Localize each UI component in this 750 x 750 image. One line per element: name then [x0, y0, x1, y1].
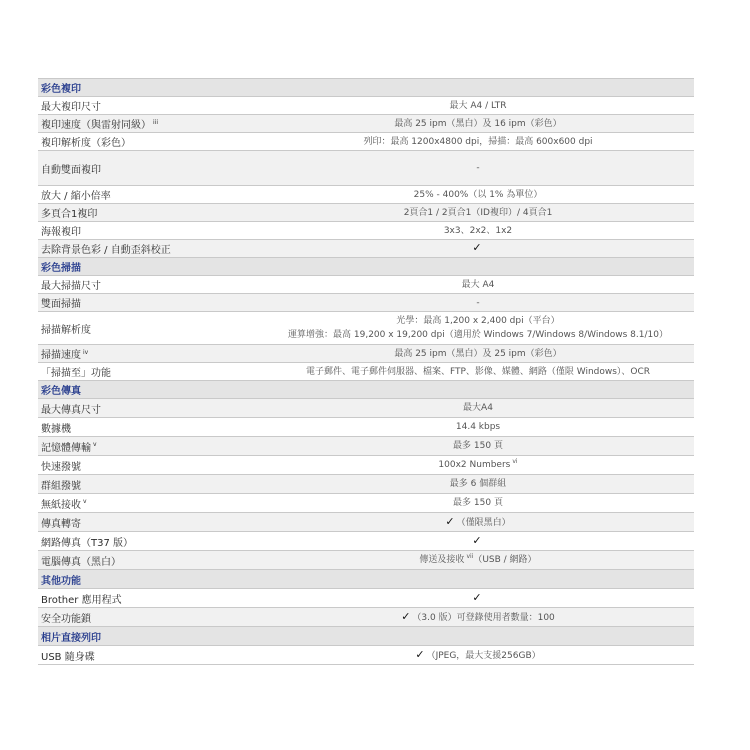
checkmark-icon: ✓	[445, 514, 455, 528]
spec-value-text: 最多 6 個群組	[449, 479, 507, 489]
spec-value	[266, 401, 694, 415]
spec-value	[266, 591, 694, 606]
checkmark-icon: ✓	[401, 609, 411, 623]
spec-row	[38, 276, 694, 294]
spec-label: 放大 / 縮小倍率	[41, 191, 111, 202]
spec-label: 數據機	[41, 423, 71, 435]
spec-value	[266, 188, 694, 202]
section-title: 彩色掃描	[41, 263, 81, 274]
section-header	[38, 381, 694, 399]
spec-row	[38, 399, 694, 418]
spec-value-text: -	[476, 163, 480, 173]
spec-label: 安全功能鎖	[41, 613, 91, 625]
spec-label: 網路傳真（T37 版）	[41, 537, 134, 549]
footnote-marker: v	[83, 498, 87, 506]
footnote-marker: iv	[83, 348, 89, 356]
section-header	[38, 79, 694, 97]
spec-value-suffix: （USB / 網路）	[473, 555, 537, 565]
spec-value	[266, 420, 694, 434]
spec-value-text: （僅限黑白）	[456, 517, 511, 528]
spec-label: 最大複印尺寸	[41, 102, 101, 113]
spec-label: 複印速度（與雷射同級）	[41, 120, 151, 131]
spec-value	[266, 347, 694, 361]
spec-row	[38, 133, 694, 151]
spec-row	[38, 551, 694, 570]
spec-row	[38, 475, 694, 494]
spec-value-text: 最高 25 ipm（黑白）及 16 ipm（彩色）	[394, 118, 562, 129]
spec-label: 快速撥號	[41, 461, 81, 473]
spec-row	[38, 494, 694, 513]
spec-value-text: 運算增強：最高 19,200 x 19,200 dpi（適用於 Windows 7/Windows 8/Windows 8.1/10）	[288, 330, 668, 340]
spec-label: USB 隨身碟	[41, 651, 95, 663]
spec-value	[266, 534, 694, 549]
spec-label: 自動雙面複印	[41, 164, 101, 176]
spec-label: 最大掃描尺寸	[41, 281, 101, 292]
spec-label: 雙面掃描	[41, 299, 81, 310]
spec-value	[266, 496, 694, 510]
spec-value-text: （JPEG，最大支援256GB）	[426, 650, 541, 661]
spec-label: Brother 應用程式	[41, 594, 122, 606]
spec-value	[266, 241, 694, 256]
spec-label: 傳真轉寄	[41, 518, 81, 530]
spec-value-text: 列印：最高 1200x4800 dpi，掃描：最高 600x600 dpi	[363, 136, 593, 147]
spec-row	[38, 222, 694, 240]
spec-value	[266, 117, 694, 131]
spec-value-text: 最大 A4 / LTR	[449, 100, 507, 111]
spec-value-text: 2頁合1 / 2頁合1（ID複印）/ 4頁合1	[403, 207, 553, 218]
spec-label: 掃描解析度	[41, 324, 91, 336]
spec-value-text: 最大 A4	[461, 279, 495, 290]
checkmark-icon: ✓	[472, 590, 482, 604]
spec-value-text: 最多 150 頁	[453, 498, 503, 508]
spec-value-text: （3.0 版）可登錄使用者數量：100	[412, 612, 555, 623]
section-title: 彩色傳真	[41, 386, 81, 397]
spec-label: 掃描速度	[41, 350, 81, 361]
spec-row	[38, 532, 694, 551]
spec-value-text: 最多 150 頁	[453, 441, 503, 451]
spec-value-text: 電子郵件、電子郵件伺服器、檔案、FTP、影像、媒體、網路（僅限 Windows）、OCR	[305, 366, 651, 377]
spec-row	[38, 240, 694, 258]
spec-row	[38, 115, 694, 133]
section-header	[38, 258, 694, 276]
spec-row	[38, 363, 694, 381]
footnote-marker: vi	[512, 458, 518, 465]
footnote-marker: vii	[466, 553, 474, 560]
spec-label: 電腦傳真（黑白）	[41, 556, 121, 568]
spec-label: 記憶體傳輸	[41, 442, 91, 454]
spec-value	[266, 553, 694, 567]
spec-row	[38, 589, 694, 608]
spec-row	[38, 97, 694, 115]
footnote-marker: v	[93, 441, 97, 449]
spec-value	[266, 206, 694, 220]
checkmark-icon: ✓	[472, 241, 482, 254]
spec-value-text: 光學：最高 1,200 x 2,400 dpi（平台）	[396, 316, 560, 326]
spec-row	[38, 456, 694, 475]
spec-value-text: 3x3、2x2、1x2	[443, 225, 513, 236]
spec-table	[38, 78, 694, 665]
spec-value	[266, 458, 694, 472]
spec-value	[266, 314, 694, 342]
checkmark-icon: ✓	[472, 533, 482, 547]
spec-value	[266, 439, 694, 453]
section-header	[38, 570, 694, 589]
spec-row	[38, 186, 694, 204]
spec-value	[266, 296, 694, 310]
spec-row	[38, 513, 694, 532]
spec-value-text: 100x2 Numbers	[438, 460, 511, 470]
spec-value	[266, 610, 694, 625]
spec-label: 去除背景色彩 / 自動歪斜校正	[41, 245, 171, 256]
spec-value	[266, 161, 694, 175]
spec-value-text: 最大A4	[463, 403, 493, 413]
section-header	[38, 627, 694, 646]
spec-row	[38, 151, 694, 186]
spec-value-text: 傳送及接收	[419, 555, 465, 565]
spec-value	[266, 648, 694, 663]
spec-value-text: 最高 25 ipm（黑白）及 25 ipm（彩色）	[394, 348, 562, 359]
spec-row	[38, 294, 694, 312]
spec-label: 海報複印	[41, 227, 81, 238]
spec-row	[38, 204, 694, 222]
spec-label: 「掃描至」功能	[41, 368, 111, 379]
spec-value	[266, 135, 694, 149]
section-title: 其他功能	[41, 575, 81, 587]
spec-row	[38, 437, 694, 456]
spec-value	[266, 224, 694, 238]
spec-label: 最大傳真尺寸	[41, 404, 101, 416]
checkmark-icon: ✓	[415, 647, 425, 661]
footnote-marker: iii	[153, 118, 159, 126]
spec-label: 多頁合1複印	[41, 209, 98, 220]
spec-label: 群組撥號	[41, 480, 81, 492]
section-title: 相片直接列印	[41, 632, 101, 644]
spec-label: 無紙接收	[41, 499, 81, 511]
spec-value	[266, 515, 694, 530]
spec-label: 複印解析度（彩色）	[41, 138, 131, 149]
spec-row	[38, 312, 694, 345]
spec-row	[38, 345, 694, 363]
spec-value	[266, 477, 694, 491]
spec-value-text: 14.4 kbps	[455, 422, 501, 432]
spec-row	[38, 646, 694, 665]
spec-value-text: 25% - 400%（以 1% 為單位）	[413, 189, 543, 200]
spec-value-text: -	[476, 297, 480, 308]
spec-row	[38, 608, 694, 627]
spec-value	[266, 365, 694, 379]
spec-value	[266, 278, 694, 292]
spec-value	[266, 99, 694, 113]
spec-row	[38, 418, 694, 437]
section-title: 彩色複印	[41, 84, 81, 95]
